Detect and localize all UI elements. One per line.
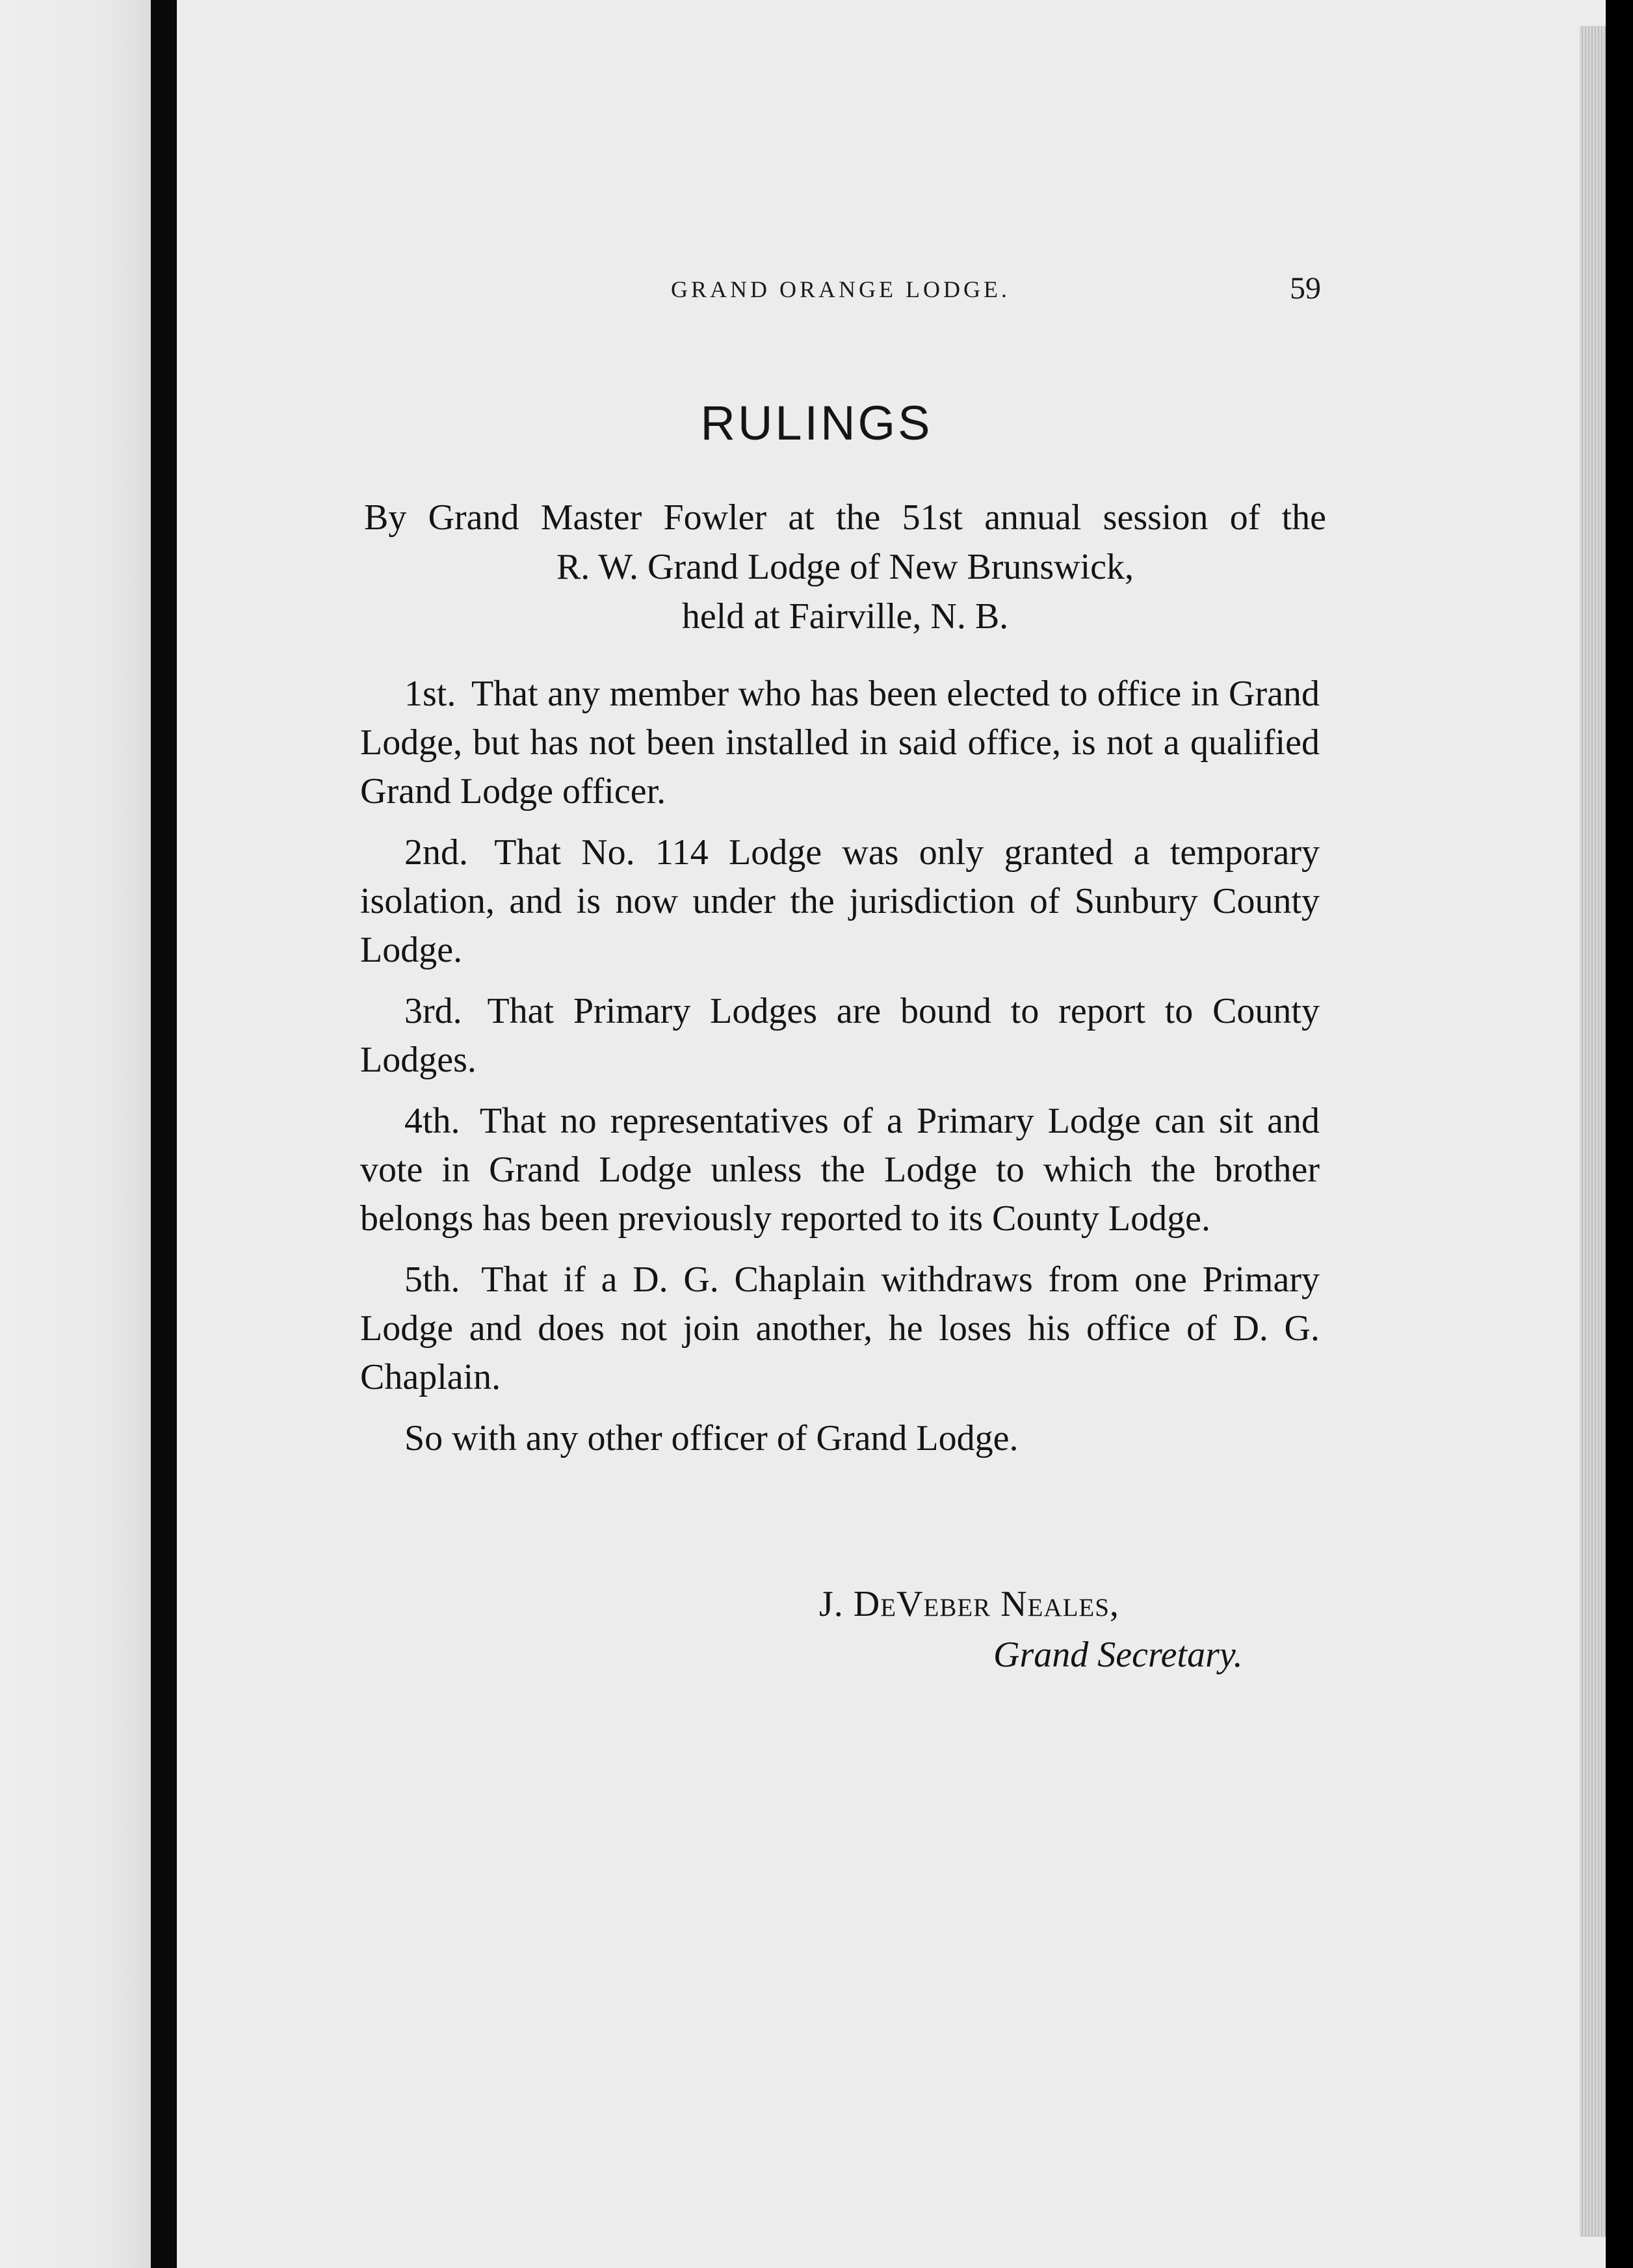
ruling-text: That Primary Lodges are bound to report to County Lodges.	[360, 991, 1320, 1080]
intro-line-2: R. W. Grand Lodge of New Brunswick,	[556, 547, 1134, 587]
page-title: RULINGS	[700, 396, 933, 450]
closing-note: So with any other officer of Grand Lodge.	[404, 1418, 1019, 1458]
ruling-item	[360, 670, 1320, 816]
ruling-number: 1st.	[404, 674, 456, 714]
ruling-item	[360, 828, 1320, 975]
ruling-number: 5th.	[404, 1259, 460, 1300]
ruling-item	[360, 1256, 1320, 1402]
ruling-text: That No. 114 Lodge was only granted a temporary isolation, and is now under the jurisdiction of Sunbury County Lodge.	[360, 832, 1320, 970]
ruling-text: That any member who has been elected to office in Grand Lodge, but has not been installed in said office, is not a qualified Grand Lodge officer.	[360, 674, 1320, 811]
signature-block	[819, 1579, 1243, 1680]
ruling-text: That if a D. G. Chaplain withdraws from one Primary Lodge and does not join another, he loses his office of D. G. Chaplain.	[360, 1259, 1320, 1397]
ruling-number: 3rd.	[404, 991, 462, 1031]
intro-line-1: By Grand Master Fowler at the 51st annual session of the	[364, 497, 1326, 538]
ruling-number: 2nd.	[404, 832, 468, 873]
intro-line-3: held at Fairville, N. B.	[681, 596, 1009, 637]
facing-page-edge	[0, 0, 151, 2268]
page-stack-edge	[1580, 26, 1606, 2237]
ruling-item	[360, 987, 1320, 1085]
signatory-title: Grand Secretary.	[993, 1635, 1243, 1675]
running-head: GRAND ORANGE LODGE.	[671, 276, 1010, 302]
ruling-text: That no representatives of a Primary Lodge can sit and vote in Grand Lodge unless the Lodge to which the brother belongs has been previously reported to its County Lodge.	[360, 1101, 1320, 1239]
book-gutter	[151, 0, 177, 2268]
ruling-item	[360, 1097, 1320, 1243]
signatory-name: J. DeVeber Neales,	[819, 1584, 1119, 1624]
page-number: 59	[1290, 271, 1321, 306]
ruling-number: 4th.	[404, 1101, 460, 1141]
rulings-list	[360, 670, 1320, 1463]
intro-paragraph	[364, 493, 1326, 641]
